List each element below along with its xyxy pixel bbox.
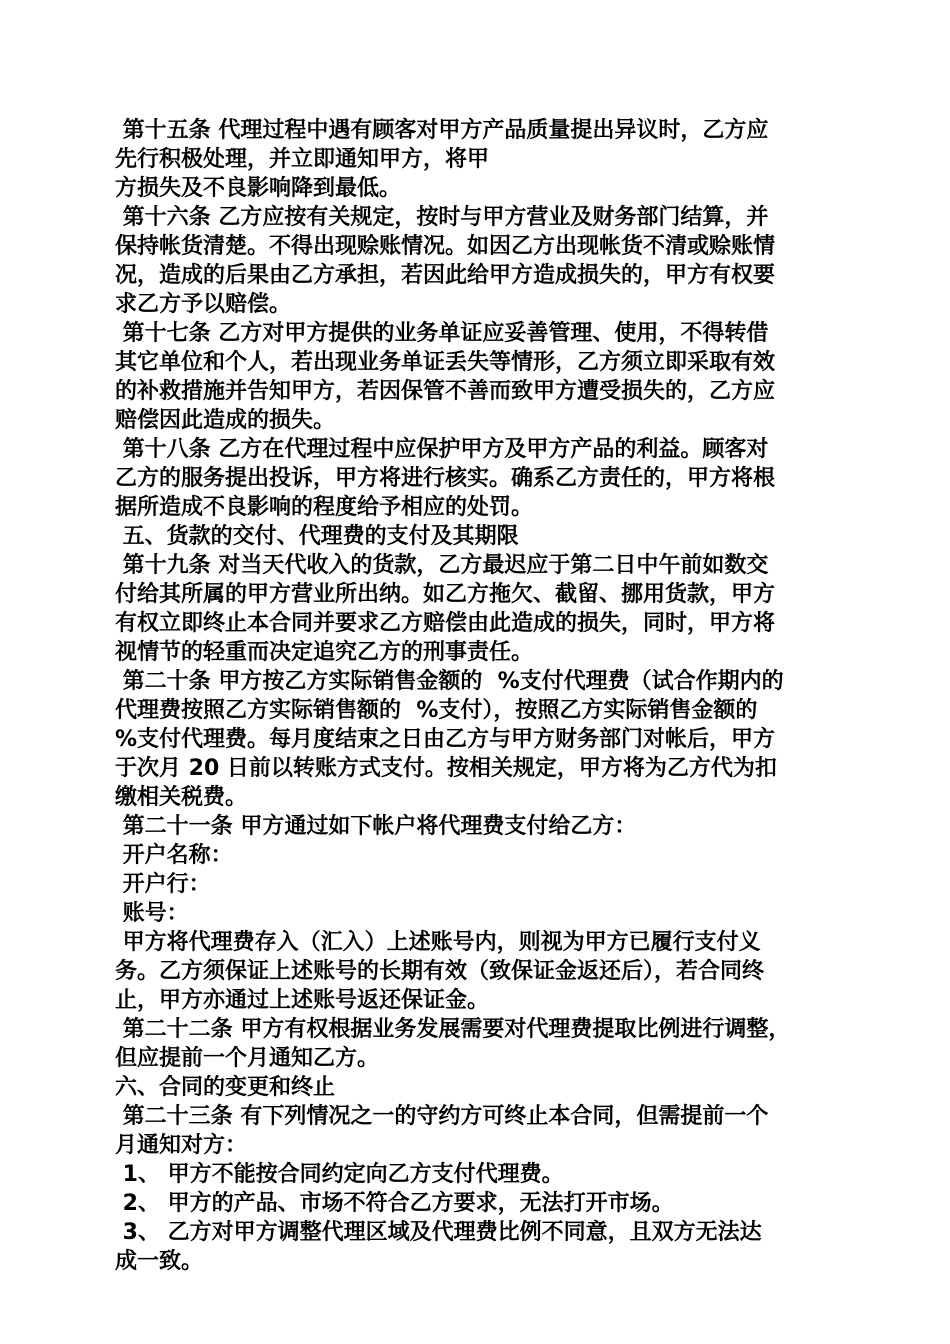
text-line: 账号：	[115, 901, 189, 926]
document-paragraph	[115, 551, 840, 667]
text-line: 月通知对方：	[115, 1133, 248, 1158]
text-line: 况，造成的后果由乙方承担，若因此给甲方造成损失的，甲方有权要	[115, 263, 776, 288]
document-paragraph	[115, 928, 840, 1015]
text-line: 第十九条 对当天代收入的货款，乙方最迟应于第二日中午前如数交	[115, 553, 769, 578]
text-line: 先行积极处理，并立即通知甲方，将甲	[115, 147, 490, 172]
text-line: 五、货款的交付、代理费的支付及其期限	[115, 524, 519, 549]
document-paragraph	[115, 1218, 840, 1276]
document-paragraph	[115, 841, 840, 870]
text-line: 止，甲方亦通过上述账号返还保证金。	[115, 988, 490, 1013]
document-paragraph	[115, 667, 840, 812]
text-line: 赔偿因此造成的损失。	[115, 408, 336, 433]
document-paragraph	[115, 899, 840, 928]
text-line: 开户名称：	[115, 843, 233, 868]
text-line: 代理费按照乙方实际销售额的 %支付），按照乙方实际销售金额的	[115, 698, 758, 723]
text-line: 保持帐货清楚。不得出现赊账情况。如因乙方出现帐货不清或赊账情	[115, 234, 776, 259]
text-line: 有权立即终止本合同并要求乙方赔偿由此造成的损失，同时，甲方将	[115, 611, 776, 636]
document-paragraph	[115, 1189, 840, 1218]
text-line: 2、 甲方的产品、市场不符合乙方要求，无法打开市场。	[115, 1191, 674, 1216]
text-line: 务。乙方须保证上述账号的长期有效（致保证金返还后），若合同终	[115, 959, 765, 984]
text-line: 的补救措施并告知甲方，若因保管不善而致甲方遭受损失的，乙方应	[115, 379, 776, 404]
text-line: 第二十一条 甲方通过如下帐户将代理费支付给乙方：	[115, 814, 637, 839]
text-line: 开户行：	[115, 872, 211, 897]
text-line: 据所造成不良影响的程度给予相应的处罚。	[115, 495, 534, 520]
text-line: 甲方将代理费存入（汇入）上述账号内，则视为甲方已履行支付义	[115, 930, 761, 955]
text-line: 六、合同的变更和终止	[115, 1075, 336, 1100]
text-line: 求乙方予以赔偿。	[115, 292, 292, 317]
document-paragraph	[115, 522, 840, 551]
text-line: 第二十条 甲方按乙方实际销售金额的 %支付代理费（试合作期内的	[115, 669, 784, 694]
text-line: 成一致。	[115, 1249, 204, 1274]
document-paragraph	[115, 435, 840, 522]
text-line: 第十七条 乙方对甲方提供的业务单证应妥善管理、使用，不得转借	[115, 321, 769, 346]
text-line: 第十五条 代理过程中遇有顾客对甲方产品质量提出异议时，乙方应	[115, 118, 769, 143]
text-line: 其它单位和个人，若出现业务单证丢失等情形，乙方须立即采取有效	[115, 350, 776, 375]
document-paragraph	[115, 116, 840, 203]
document-paragraph	[115, 1102, 840, 1160]
text-line: 第二十二条 甲方有权根据业务发展需要对代理费提取比例进行调整，	[115, 1017, 791, 1042]
text-line: 但应提前一个月通知乙方。	[115, 1046, 380, 1071]
text-line: 3、 乙方对甲方调整代理区域及代理费比例不同意，且双方无法达	[115, 1220, 762, 1245]
text-line: 第十六条 乙方应按有关规定，按时与甲方营业及财务部门结算，并	[115, 205, 769, 230]
text-line: 视情节的轻重而决定追究乙方的刑事责任。	[115, 640, 534, 665]
document-paragraph	[115, 319, 840, 435]
text-line: %支付代理费。每月度结束之日由乙方与甲方财务部门对帐后，甲方	[115, 727, 776, 752]
text-line: 第二十三条 有下列情况之一的守约方可终止本合同，但需提前一个	[115, 1104, 769, 1129]
document-paragraph	[115, 812, 840, 841]
text-line: 方损失及不良影响降到最低。	[115, 176, 402, 201]
text-line: 乙方的服务提出投诉，甲方将进行核实。确系乙方责任的，甲方将根	[115, 466, 776, 491]
document-body	[115, 116, 840, 1276]
document-paragraph	[115, 1015, 840, 1073]
text-line: 1、 甲方不能按合同约定向乙方支付代理费。	[115, 1162, 564, 1187]
document-paragraph	[115, 1073, 840, 1102]
text-line: 于次月 20 日前以转账方式支付。按相关规定，甲方将为乙方代为扣	[115, 756, 777, 781]
text-line: 付给其所属的甲方营业所出纳。如乙方拖欠、截留、挪用货款，甲方	[115, 582, 776, 607]
document-paragraph	[115, 1160, 840, 1189]
text-line: 缴相关税费。	[115, 785, 248, 810]
document-paragraph	[115, 870, 840, 899]
document-page	[115, 116, 840, 1276]
text-line: 第十八条 乙方在代理过程中应保护甲方及甲方产品的利益。顾客对	[115, 437, 769, 462]
document-paragraph	[115, 203, 840, 319]
